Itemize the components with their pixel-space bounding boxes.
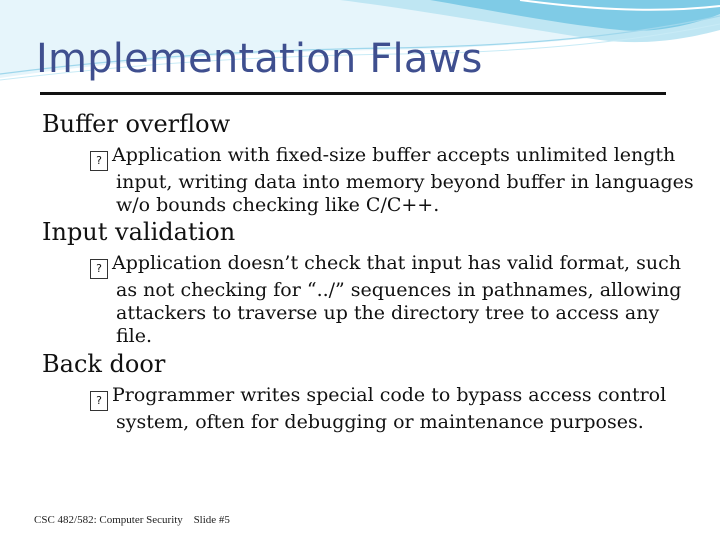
section-buffer-overflow <box>42 110 696 217</box>
sub-bullet <box>90 384 696 434</box>
missing-glyph-bullet-icon: ? <box>90 151 108 171</box>
sub-bullet-text: Application doesn’t check that input has valid format, such as not checking for “../” sequences in pathnames, allowing attackers to traverse up the directory tree to access any file. <box>112 252 682 347</box>
title-underline <box>40 92 666 95</box>
sub-bullet <box>90 252 696 348</box>
section-input-validation <box>42 218 696 348</box>
footer-course: CSC 482/582: Computer Security <box>34 514 183 526</box>
sub-bullet <box>90 144 696 217</box>
sub-bullet-text: Programmer writes special code to bypass access control system, often for debugging or maintenance purposes. <box>112 384 667 433</box>
sub-bullet-text: Application with fixed-size buffer accepts unlimited length input, writing data into memory beyond buffer in languages w/o bounds checking like C/C++. <box>112 144 694 216</box>
section-back-door <box>42 350 696 434</box>
section-heading: Input validation <box>42 218 236 246</box>
slide-footer <box>34 514 238 526</box>
section-heading: Buffer overflow <box>42 110 231 138</box>
missing-glyph-bullet-icon: ? <box>90 259 108 279</box>
section-heading: Back door <box>42 350 166 378</box>
footer-slide-number: Slide #5 <box>193 514 230 526</box>
slide-title: Implementation Flaws <box>36 36 483 82</box>
missing-glyph-bullet-icon: ? <box>90 391 108 411</box>
